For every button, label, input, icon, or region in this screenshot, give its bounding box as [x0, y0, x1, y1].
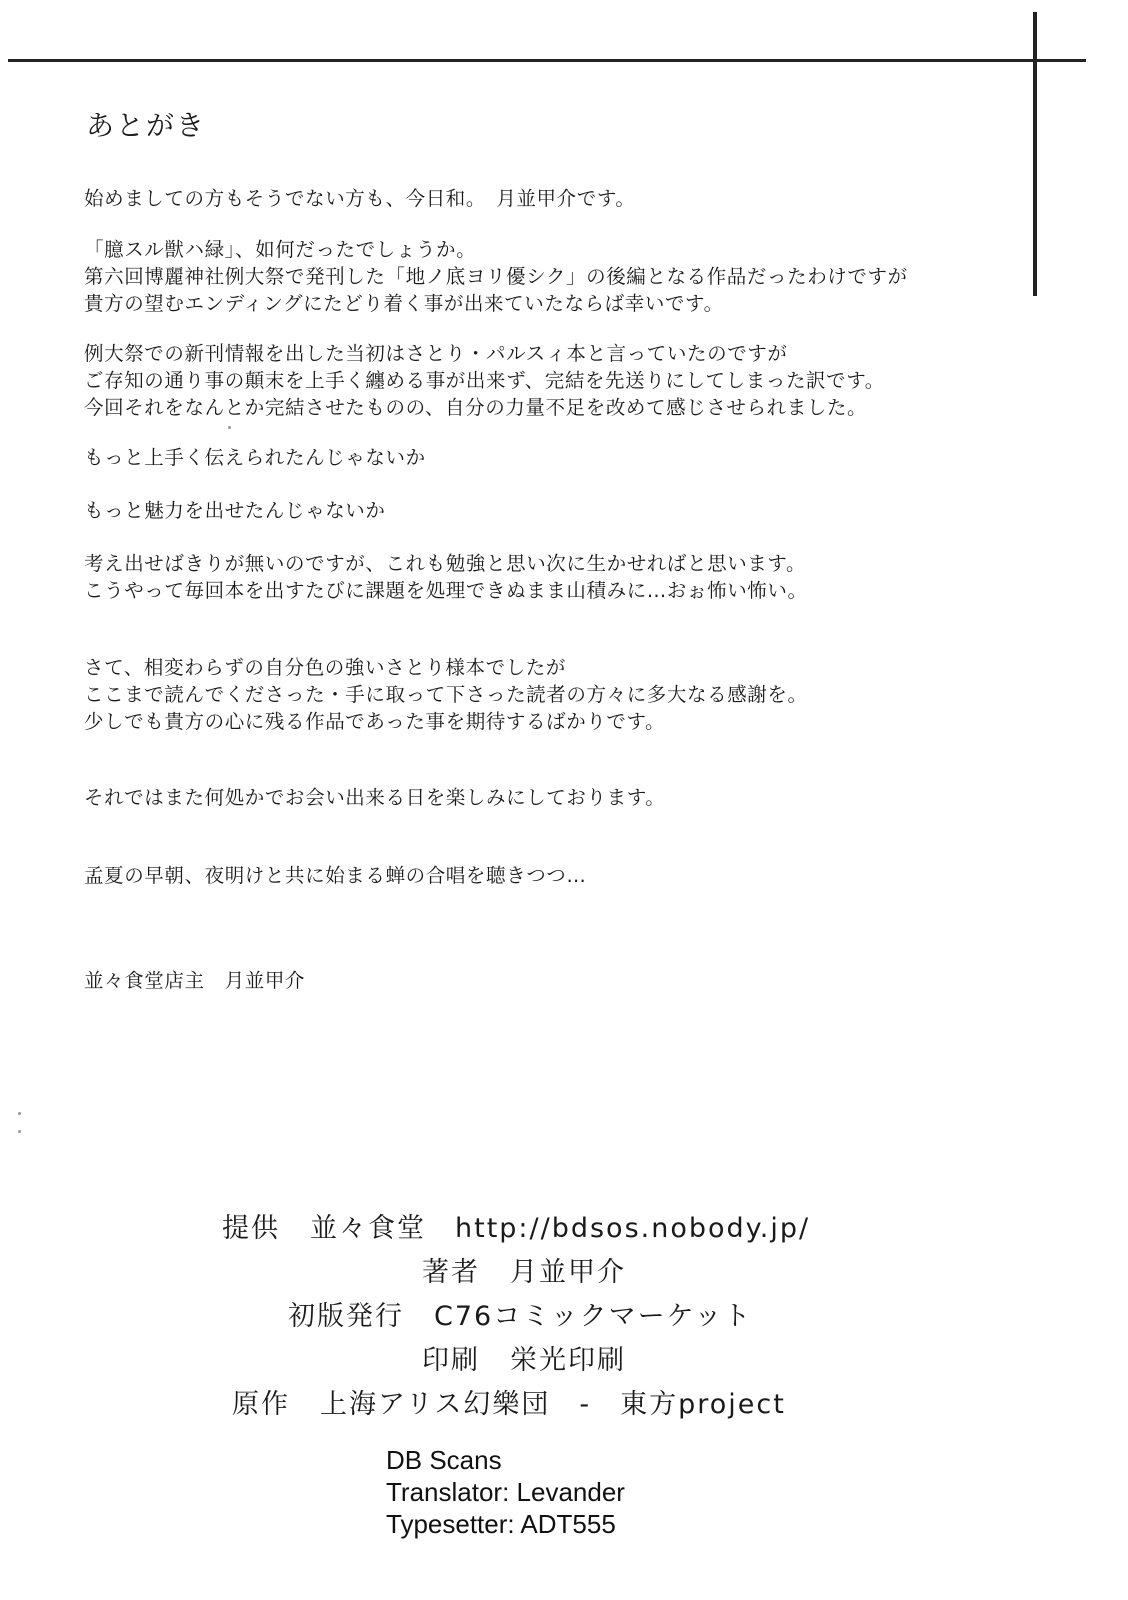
text-line: もっと魅力を出せたんじゃないか: [84, 499, 386, 522]
text-line: 並々食堂店主 月並甲介: [84, 969, 306, 992]
paper-speck: [18, 1130, 21, 1133]
text-line: 例大祭での新刊情報を出した当初はさとり・パルスィ本と言っていたのですが: [84, 342, 788, 365]
credit-label: 原作: [232, 1389, 290, 1420]
credit-provider: [222, 1206, 810, 1245]
scan-credits: [386, 1444, 625, 1540]
paragraph-lessons: [84, 550, 808, 604]
credit-value: 並々食堂 http://bdsos.nobody.jp/: [310, 1213, 811, 1244]
paragraph-reflection-1: [84, 444, 426, 471]
paper-speck: [18, 1112, 21, 1115]
text-line: 貴方の望むエンディングにたどり着く事が出来ていたならば幸いです。: [84, 292, 724, 315]
credit-first-edition: [288, 1294, 752, 1333]
text-line: もっと上手く伝えられたんじゃないか: [84, 446, 426, 469]
credit-value: 月並甲介: [510, 1257, 626, 1288]
paragraph-thanks: [84, 654, 808, 735]
afterword-title: あとがき: [86, 109, 207, 142]
translator-credit: Translator: Levander: [386, 1477, 625, 1507]
credit-label: 初版発行: [288, 1301, 404, 1332]
credit-label: 著者: [422, 1257, 480, 1288]
paragraph-greeting: [84, 185, 636, 212]
top-rule: [8, 59, 1086, 62]
paragraph-closing: [84, 862, 587, 889]
text-line: それではまた何処かでお会い出来る日を楽しみにしております。: [84, 786, 666, 809]
credit-value: 上海アリス幻樂団 - 東方project: [320, 1389, 786, 1420]
side-rule: [1033, 12, 1037, 296]
credit-label: 提供: [222, 1213, 280, 1244]
text-line: 今回それをなんとか完結させたものの、自分の力量不足を改めて感じさせられました。: [84, 396, 868, 419]
credit-printing: [422, 1338, 626, 1377]
author-signature: [84, 967, 305, 994]
text-line: 第六回博麗神社例大祭で発刊した「地ノ底ヨリ優シク」の後編となる作品だったわけですが: [84, 265, 908, 288]
paragraph-intro: [84, 236, 908, 317]
text-line: さて、相変わらずの自分色の強いさとり様本でしたが: [84, 656, 567, 679]
paper-speck: [228, 426, 231, 429]
text-line: ご存知の通り事の顛末を上手く纏める事が出来ず、完結を先送りにしてしまった訳です。: [84, 369, 885, 392]
typesetter-credit: Typesetter: ADT555: [386, 1509, 616, 1539]
text-line: 孟夏の早朝、夜明けと共に始まる蝉の合唱を聴きつつ…: [84, 864, 587, 887]
paragraph-reflection-2: [84, 497, 386, 524]
paragraph-farewell: [84, 784, 665, 811]
text-line: 少しでも貴方の心に残る作品であった事を期待するばかりです。: [84, 710, 666, 733]
credit-value: 栄光印刷: [510, 1345, 626, 1376]
credit-author: [422, 1250, 626, 1289]
text-line: 考え出せばきりが無いのですが、これも勉強と思い次に生かせればと思います。: [84, 552, 807, 575]
text-line: こうやって毎回本を出すたびに課題を処理できぬまま山積みに…おぉ怖い怖い。: [84, 579, 808, 602]
credit-label: 印刷: [422, 1345, 480, 1376]
text-line: 「臆スル獣ハ緑」、如何だったでしょうか。: [84, 238, 477, 261]
text-line: ここまで読んでくださった・手に取って下さった読者の方々に多大なる感謝を。: [84, 683, 808, 706]
scan-group: DB Scans: [386, 1445, 502, 1475]
text-line: 始めましての方もそうでない方も、今日和。 月並甲介です。: [84, 187, 636, 210]
credit-original-work: [232, 1382, 786, 1421]
credit-value: C76コミックマーケット: [434, 1301, 753, 1332]
paragraph-background: [84, 340, 885, 421]
